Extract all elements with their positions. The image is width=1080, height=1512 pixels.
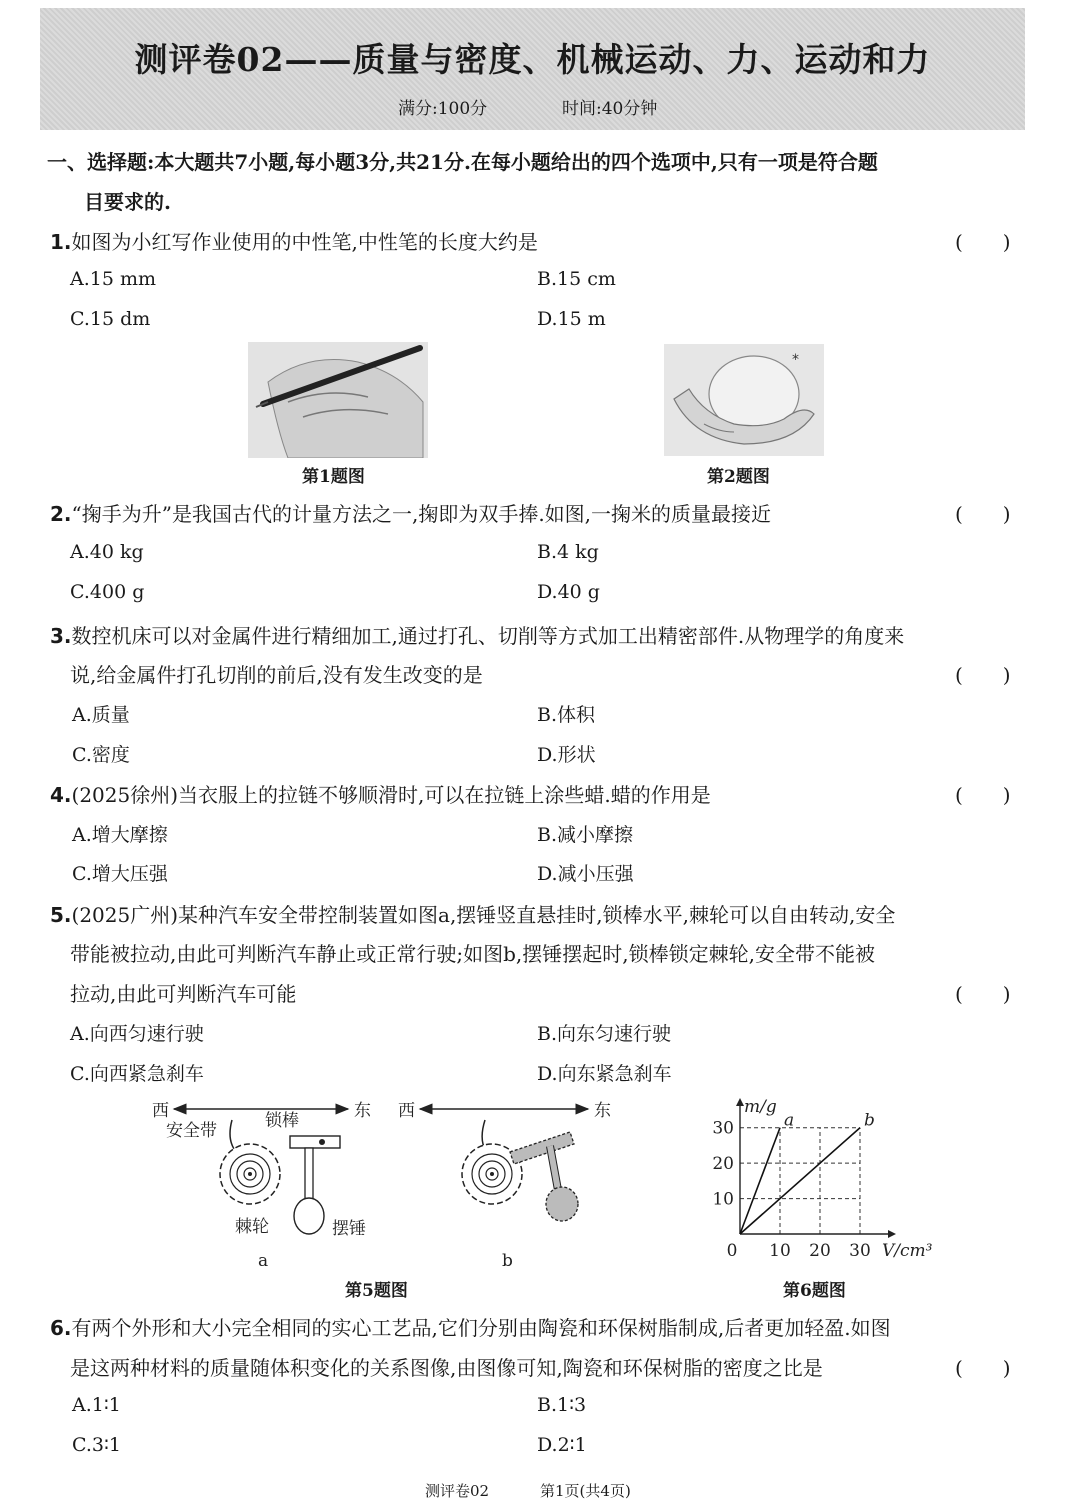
- west-label-b: 西: [398, 1101, 415, 1121]
- question-6: [50, 1312, 891, 1341]
- label-b: b: [502, 1251, 513, 1271]
- question-number: 2.: [50, 502, 72, 526]
- pendulum-label: 摆锤: [332, 1219, 366, 1239]
- option-b: B.体积: [537, 704, 596, 726]
- option-d: D.减小压强: [537, 863, 634, 885]
- series-label-b: b: [864, 1110, 875, 1131]
- question-number: 5.: [50, 903, 72, 927]
- option-a: A.向西匀速行驶: [70, 1023, 204, 1045]
- answer-blank: ( ): [955, 982, 1011, 1006]
- question-5: [50, 899, 895, 928]
- question-number: 6.: [50, 1316, 72, 1340]
- question-3-line2: 说,给金属件打孔切削的前后,没有发生改变的是: [70, 663, 483, 687]
- cupped-hands-illustration: [664, 344, 824, 456]
- east-label-b: 东: [594, 1101, 611, 1121]
- y-axis-label: m/g: [744, 1097, 777, 1117]
- question-2: [50, 498, 771, 527]
- option-c: C.向西紧急刹车: [70, 1063, 204, 1085]
- option-d: D.向东紧急刹车: [537, 1063, 672, 1085]
- full-score: 满分:100分: [398, 99, 488, 119]
- question-text: (2025广州)某种汽车安全带控制装置如图a,摆锤竖直悬挂时,锁棒水平,棘轮可以自由转动,安全: [71, 903, 896, 927]
- caption-fig5: 第5题图: [345, 1281, 408, 1301]
- option-a: A.质量: [72, 704, 130, 726]
- ratchet-label: 棘轮: [235, 1217, 269, 1237]
- option-b: B.4 kg: [537, 541, 599, 563]
- series-label-a: a: [784, 1110, 795, 1131]
- caption-fig1: 第1题图: [302, 467, 365, 487]
- question-text: (2025徐州)当衣服上的拉链不够顺滑时,可以在拉链上涂些蜡.蜡的作用是: [71, 783, 711, 807]
- question-number: 3.: [50, 624, 72, 648]
- option-d: D.15 m: [537, 308, 606, 330]
- question-number: 4.: [50, 783, 72, 807]
- question-text: 数控机床可以对金属件进行精细加工,通过打孔、切削等方式加工出精密部件.从物理学的角度来: [71, 624, 905, 648]
- question-3: [50, 620, 904, 649]
- page-title: 测评卷02——质量与密度、机械运动、力、运动和力: [134, 40, 931, 79]
- option-a: A.40 kg: [70, 541, 144, 563]
- option-d: D.形状: [537, 744, 596, 766]
- caption-fig2: 第2题图: [707, 467, 770, 487]
- seatbelt-mechanism-diagram: [140, 1092, 630, 1272]
- y-tick-label: 30: [712, 1118, 734, 1139]
- east-label-a: 东: [354, 1101, 371, 1121]
- x-tick-label: 20: [809, 1241, 831, 1261]
- section-heading-line1: 一、选择题:本大题共7小题,每小题3分,共21分.在每小题给出的四个选项中,只有一项是符合题: [47, 150, 878, 174]
- option-c: C.400 g: [70, 581, 145, 603]
- y-tick-label: 20: [712, 1154, 734, 1175]
- question-text: “掬手为升”是我国古代的计量方法之一,掬即为双手捧.如图,一掬米的质量最接近: [71, 502, 772, 526]
- lock-bar-a: [290, 1136, 340, 1148]
- x-tick-label: 0: [726, 1241, 738, 1261]
- answer-blank: ( ): [955, 1356, 1011, 1380]
- pen-hand-illustration: [248, 342, 428, 458]
- footer-paper-id: 测评卷02: [425, 1482, 490, 1500]
- option-c: C.密度: [72, 744, 130, 766]
- x-tick-label: 30: [849, 1241, 871, 1261]
- option-b: B.15 cm: [537, 268, 616, 290]
- answer-blank: ( ): [955, 783, 1011, 807]
- section-heading-line2: 目要求的.: [84, 190, 171, 214]
- option-a: A.1∶1: [72, 1394, 121, 1416]
- option-c: C.增大压强: [72, 863, 168, 885]
- x-tick-label: 10: [769, 1241, 791, 1261]
- option-b: B.向东匀速行驶: [537, 1023, 672, 1045]
- pendulum-b: [546, 1187, 578, 1221]
- question-text: 有两个外形和大小完全相同的实心工艺品,它们分别由陶瓷和环保树脂制成,后者更加轻盈.如图: [71, 1316, 891, 1340]
- caption-fig6: 第6题图: [783, 1281, 846, 1301]
- option-a: A.15 mm: [70, 268, 157, 290]
- y-axis-arrow: [736, 1098, 744, 1106]
- question-6-line2: 是这两种材料的质量随体积变化的关系图像,由图像可知,陶瓷和环保树脂的密度之比是: [70, 1356, 823, 1380]
- footer-page-number: 第1页(共4页): [540, 1482, 631, 1500]
- y-tick-label: 10: [712, 1189, 734, 1210]
- question-5-line2: 带能被拉动,由此可判断汽车静止或正常行驶;如图b,摆锤摆起时,锁棒锁定棘轮,安全带不能被: [70, 942, 875, 966]
- belt-label: 安全带: [166, 1121, 217, 1141]
- chart-series: [740, 1111, 875, 1234]
- question-text: 如图为小红写作业使用的中性笔,中性笔的长度大约是: [71, 230, 538, 254]
- question-1: [50, 226, 538, 255]
- option-b: B.减小摩擦: [537, 824, 634, 846]
- series-line-a: [740, 1128, 780, 1234]
- question-5-line3: 拉动,由此可判断汽车可能: [70, 982, 297, 1006]
- svg-text:*: *: [792, 352, 799, 368]
- series-line-b: [740, 1128, 860, 1234]
- lock-bar-label: 锁棒: [265, 1111, 299, 1131]
- lock-bar-b: [510, 1132, 574, 1164]
- option-d: D.40 g: [537, 581, 600, 603]
- pendulum-a: [294, 1198, 324, 1234]
- answer-blank: ( ): [955, 502, 1011, 526]
- question-4: [50, 779, 711, 808]
- time-limit: 时间:40分钟: [562, 99, 658, 119]
- label-a: a: [258, 1251, 269, 1271]
- answer-blank: ( ): [955, 663, 1011, 687]
- header-band: [40, 8, 1025, 130]
- answer-blank: ( ): [955, 230, 1011, 254]
- option-a: A.增大摩擦: [72, 824, 168, 846]
- x-axis-label: V/cm³: [882, 1241, 933, 1261]
- option-d: D.2∶1: [537, 1434, 587, 1456]
- mass-volume-chart: [700, 1094, 940, 1264]
- option-c: C.3∶1: [72, 1434, 122, 1456]
- west-label-a: 西: [152, 1101, 169, 1121]
- option-b: B.1∶3: [537, 1394, 587, 1416]
- option-c: C.15 dm: [70, 308, 151, 330]
- question-number: 1.: [50, 230, 72, 254]
- x-axis-arrow: [888, 1230, 896, 1238]
